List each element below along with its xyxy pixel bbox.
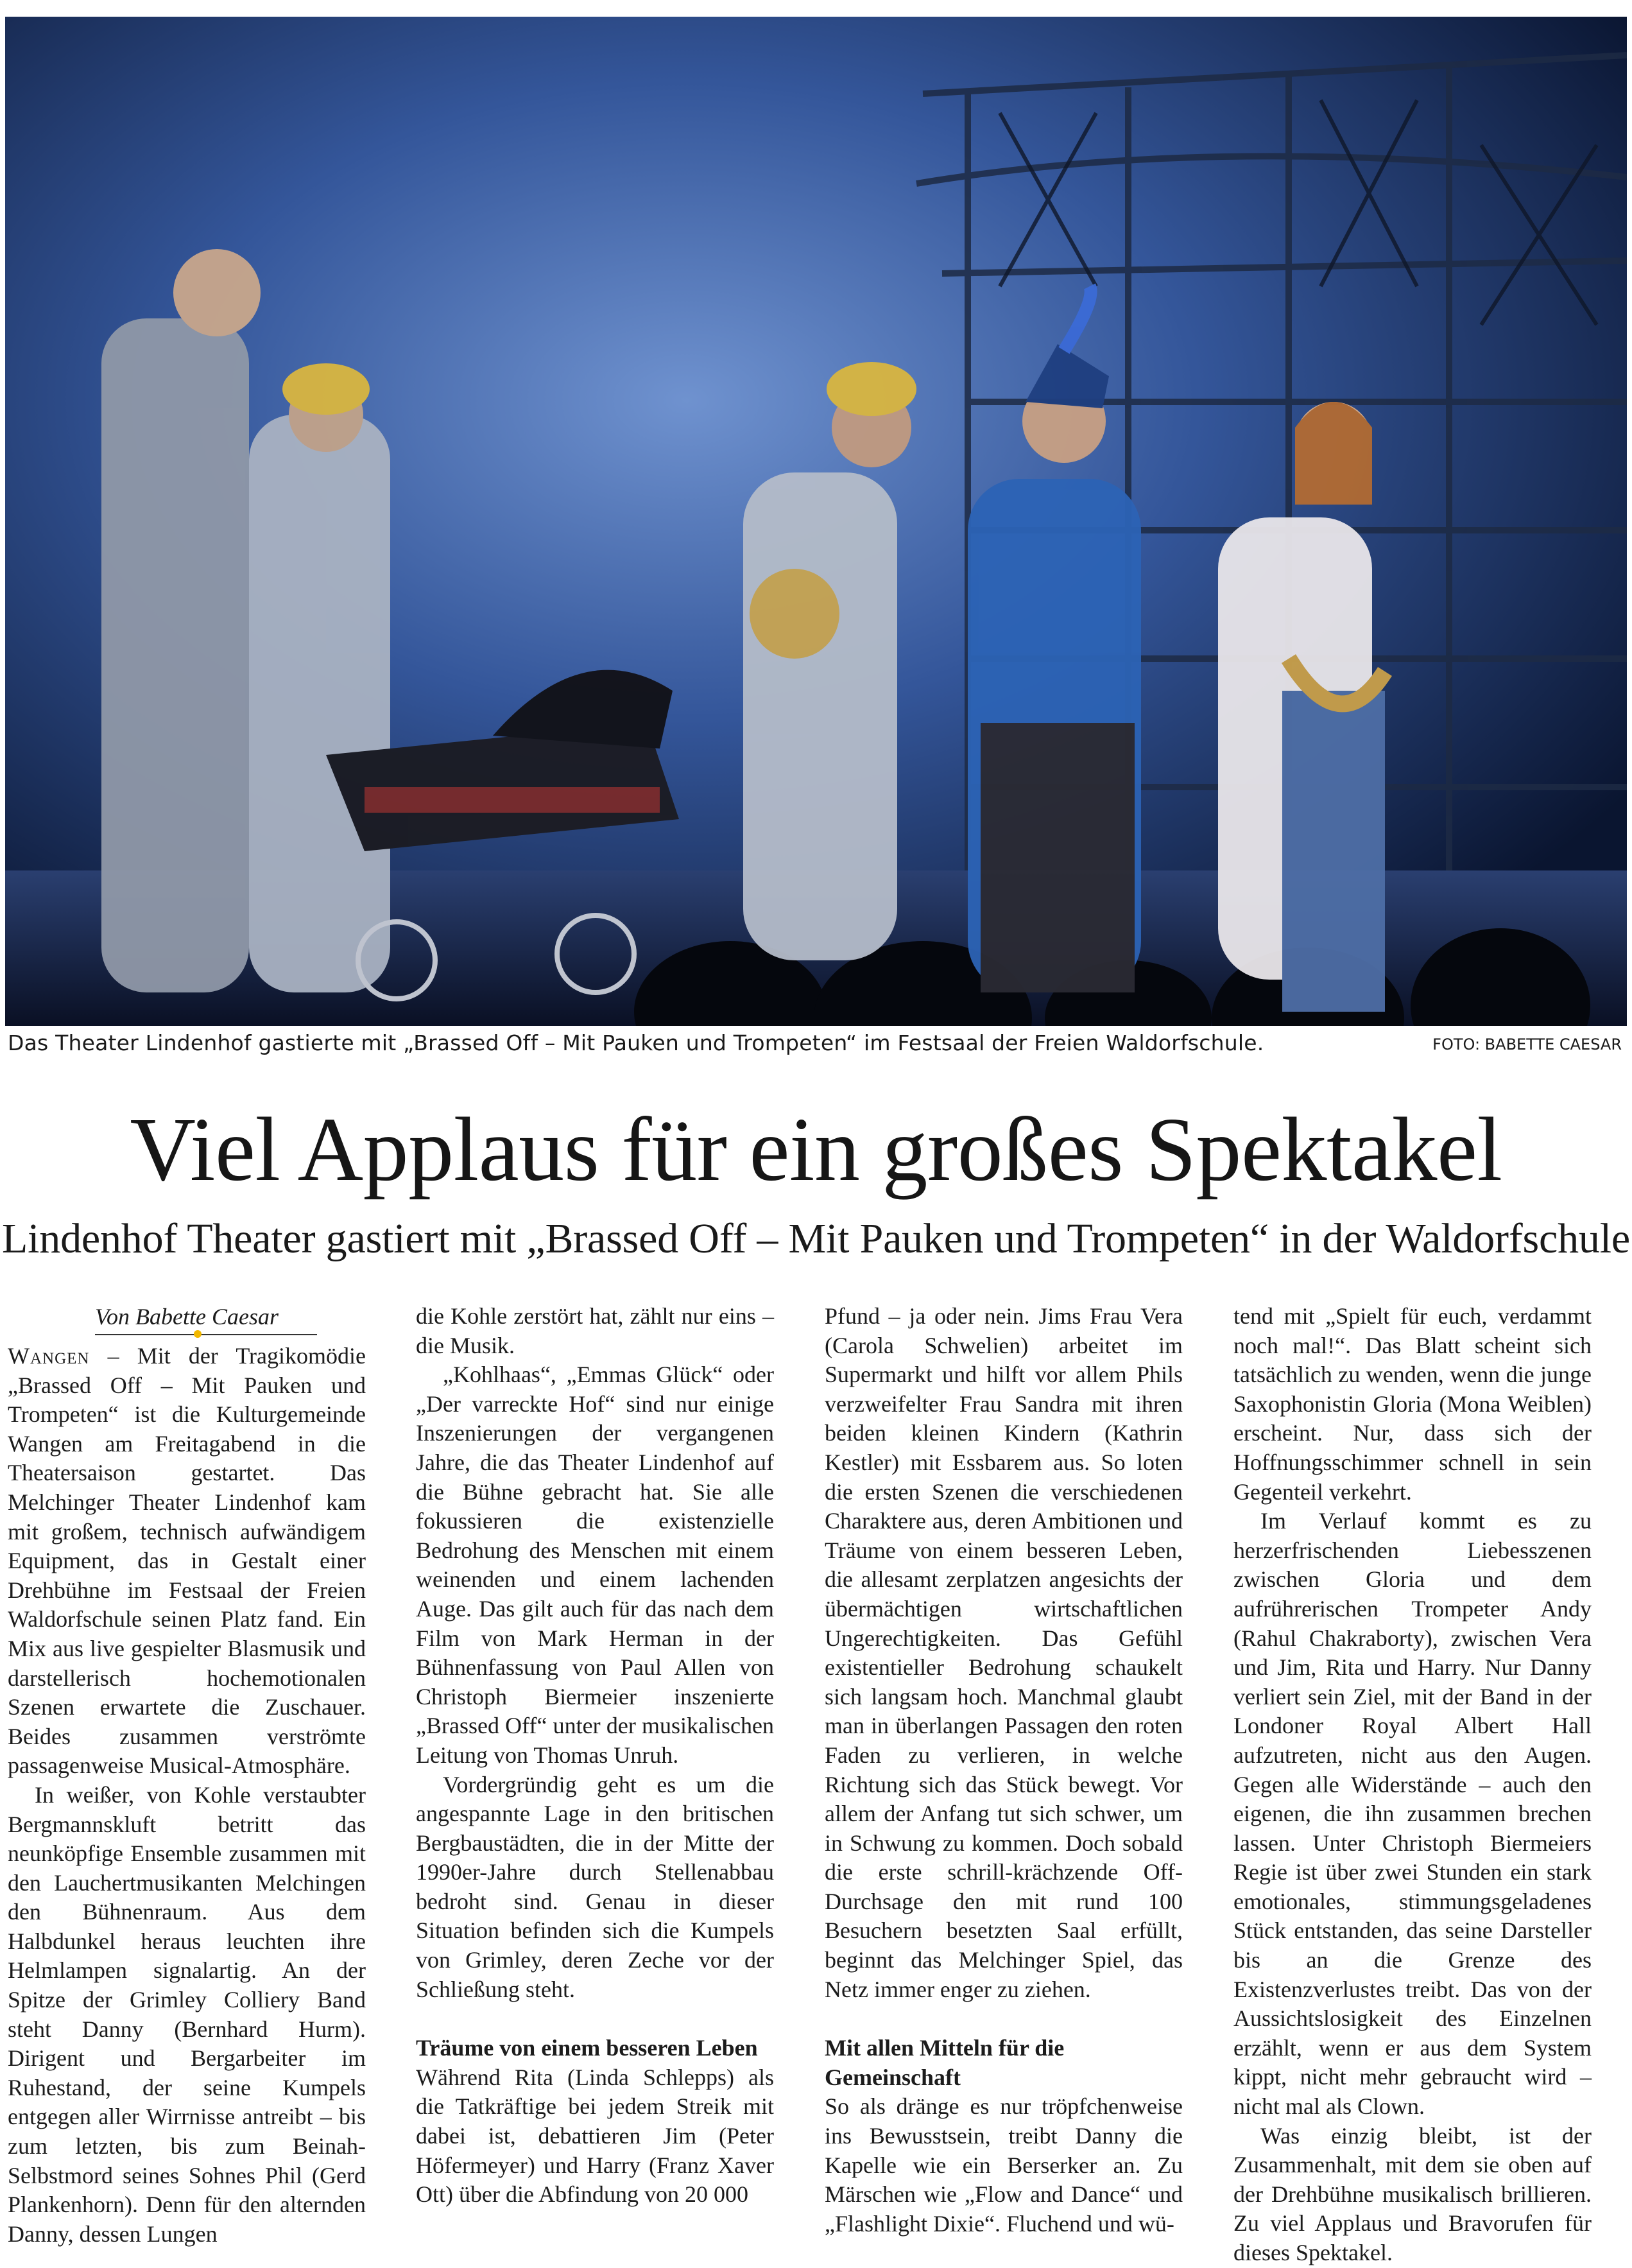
article-paragraph: Was einzig bleibt, ist der Zusammenhalt, mit dem sie oben auf der Drehbühne musikalisch brillieren. Zu viel Applaus und Bravorufen für dieses Spektakel.: [1233, 2122, 1592, 2265]
article-paragraph: In weißer, von Kohle verstaubter Bergmannskluft betritt das neunköpfige Ensemble zusammen mit den Lauchertmusikanten Melchingen den Bühnenraum. Aus dem Halbdunkel heraus leuchten ihre Helmlampen signalartig. An der Spitze der Grimley Colliery Band steht Danny (Bernhard Hurm). Dirigent und Bergarbeiter im Ruhestand, der seine Kumpels entgegen aller Wirrnisse antreibt – bis zum letzten, bis zum Beinah-Selbstmord seines Sohnes Phil (Gerd Plankenhorn). Denn für den alternden Danny, dessen Lungen: [8, 1781, 366, 2247]
article-column-2: [416, 1302, 774, 2210]
article-paragraph: [8, 1342, 366, 1781]
byline: Von Babette Caesar: [95, 1304, 279, 1329]
byline-rule: [95, 1334, 317, 1335]
article-paragraph: So als dränge es nur tröpfchenweise ins Bewusstsein, treibt Danny die Kapelle wie ein Berserker an. Zu Märschen wie „Flow and Dance“ und „Flashlight Dixie“. Fluchend und wü-: [825, 2093, 1183, 2237]
photo-caption: Das Theater Lindenhof gastierte mit „Brassed Off – Mit Pauken und Trompeten“ im Festsaal der Freien Waldorfschule.: [8, 1030, 1264, 1055]
article-paragraph: Im Verlauf kommt es zu herzerfrischenden Liebesszenen zwischen Gloria und dem aufrührerischen Trompeter Andy (Rahul Chakraborty), zwischen Vera und Jim, Rita und Harry. Nur Danny verliert sein Ziel, mit der Band in der Londoner Royal Albert Hall aufzutreten, nicht aus den Augen. Gegen alle Widerstände – auch den eigenen, die ihn zusammen brechen lassen. Unter Christoph Biermeiers Regie ist über zwei Stunden ein stark emotionales, stimmungsgeladenes Stück entstanden, das seine Darsteller bis an die Grenze des Existenzverlustes treibt. Das von der Aussichtslosigkeit des Einzelnen erzählt, wenn er aus dem System kippt, nicht mehr gebraucht wird – nicht mal als Clown.: [1233, 1508, 1592, 2120]
article-paragraph: Pfund – ja oder nein. Jims Frau Vera (Carola Schwelien) arbeitet im Supermarkt und hilft vor allem Phils verzweifelter Frau Sandra mit ihren beiden kleinen Kindern (Kathrin Kestler) mit Essbarem aus. So loten die ersten Szenen die verschiedenen Charaktere aus, deren Ambitionen und Träume von einem besseren Leben, die allesamt zerplatzen angesichts der übermächtigen wirtschaftlichen Ungerechtigkeiten. Das Gefühl existentieller Bedrohung schaukelt sich langsam hoch. Manchmal glaubt man in überlangen Passagen den roten Faden zu verlieren, in welche Richtung sich das Stück bewegt. Vor allem der Anfang tut sich schwer, um in Schwung zu kommen. Doch sobald die erste schrill-krächzende Off-Durchsage den mit rund 100 Besuchern besetzten Saal erfüllt, beginnt das Melchinger Spiel, das Netz immer enger zu ziehen.: [825, 1303, 1183, 2002]
subheadline: Lindenhof Theater gastiert mit „Brassed Off – Mit Pauken und Trompeten“ in der Waldorfschule: [2, 1215, 1630, 1262]
section-heading: Mit allen Mitteln für die Gemeinschaft: [825, 2035, 1065, 2090]
section-heading: Träume von einem besseren Leben: [416, 2035, 758, 2061]
dateline: Wangen: [8, 1343, 90, 1369]
byline-dot-icon: [194, 1330, 202, 1338]
article-paragraph: „Kohlhaas“, „Emmas Glück“ oder „Der varreckte Hof“ sind nur einige Inszenierungen der vergangenen Jahre, die das Theater Lindenhof auf die Bühne gebracht hat. Sie alle fokussieren die existenzielle Bedrohung des Menschen mit einem weinenden und einem lachenden Auge. Das gilt auch für das nach dem Film von Mark Herman in der Bühnenfassung von Paul Allen von Christoph Biermeier inszenierte „Brassed Off“ unter der musikalischen Leitung von Thomas Unruh.: [416, 1362, 774, 1768]
article-paragraph: Vordergründig geht es um die angespannte Lage in den britischen Bergbaustädten, die in der Mitte der 1990er-Jahre durch Stellenabbau bedroht sind. Genau in dieser Situation befinden sich die Kumpels von Grimley, deren Zeche vor der Schließung steht.: [416, 1771, 774, 2002]
article-column-3: [825, 1302, 1183, 2238]
lead-text: – Mit der Tragikomödie „Brassed Off – Mit Pauken und Trompeten“ ist die Kulturgemeinde Wangen am Freitagabend in die Theatersaison gestartet. Das Melchinger Theater Lindenhof kam mit großem, technisch aufwändigem Equipment, das in Gestalt einer Drehbühne im Festsaal der Freien Waldorfschule seinen Platz fand. Ein Mix aus live gespielter Blasmusik und darstellerisch hochemotionalen Szenen erwartete die Zuschauer. Beides zusammen verströmte passagenweise Musical-Atmosphäre.: [8, 1343, 366, 1779]
article-paragraph: die Kohle zerstört hat, zählt nur eins – die Musik.: [416, 1303, 774, 1358]
headline: Viel Applaus für ein großes Spektakel: [130, 1098, 1502, 1200]
article-column-1: [8, 1302, 366, 2249]
article-paragraph: Während Rita (Linda Schlepps) als die Tatkräftige bei jedem Streik mit dabei ist, debattieren Jim (Peter Höfermeyer) und Harry (Franz Xaver Ott) über die Abfindung von 20 000: [416, 2064, 774, 2208]
stage-photo: [5, 17, 1627, 1026]
byline-block: [8, 1302, 366, 1342]
article-paragraph: tend mit „Spielt für euch, verdammt noch mal!“. Das Blatt scheint sich tatsächlich zu wenden, wenn die junge Saxophonistin Gloria (Mona Weiblen) erscheint. Nur, dass sich der Hoffnungsschimmer schnell in sein Gegenteil verkehrt.: [1233, 1303, 1592, 1505]
photo-credit: FOTO: BABETTE CAESAR: [1432, 1035, 1622, 1053]
stage-photo-illustration: [5, 17, 1627, 1026]
article-column-4: [1233, 1302, 1592, 2268]
